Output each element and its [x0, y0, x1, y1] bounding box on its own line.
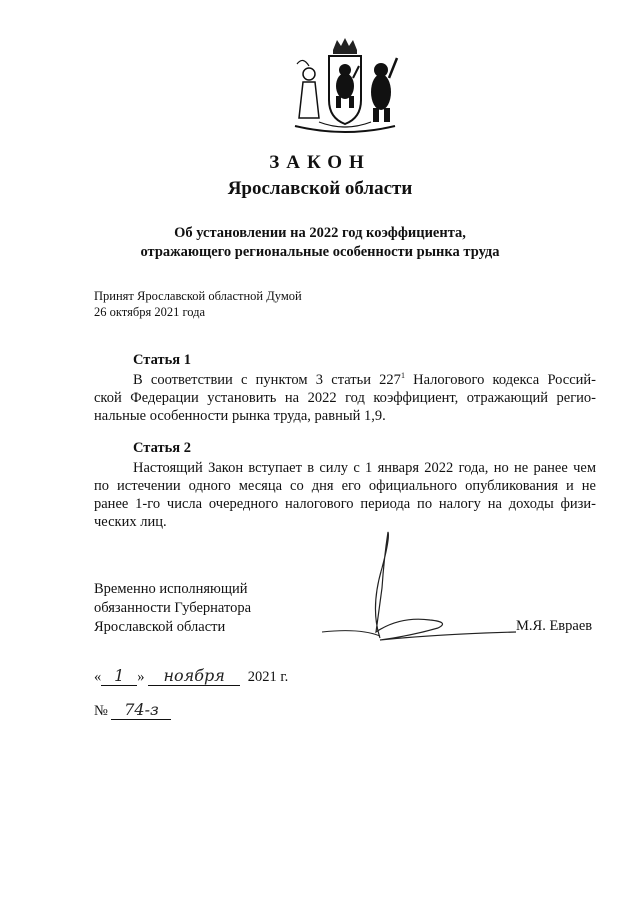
signatory-line-2: обязанности Губернатора: [94, 600, 252, 616]
date-close-quote: »: [137, 669, 145, 685]
adoption-line-2: 26 октября 2021 года: [94, 305, 206, 319]
article-1-line-3: нальные особенности рынка труда, равный 1,9.: [94, 408, 386, 424]
signing-date: [94, 666, 314, 690]
date-day: 1: [101, 666, 137, 686]
article-2-line-4: ческих лиц.: [94, 514, 167, 530]
date-year: 2021 г.: [247, 669, 289, 685]
article-2-heading: Статья 2: [133, 440, 191, 456]
coat-of-arms-emblem: [289, 38, 401, 138]
adoption-line-1: Принят Ярославской областной Думой: [94, 289, 302, 303]
signatory-name: М.Я. Евраев: [516, 618, 593, 634]
law-number: [94, 700, 214, 740]
signatory-title: [94, 580, 251, 637]
signatory-line-3: Ярославской области: [94, 619, 226, 635]
signatory-line-1: Временно исполняющий: [94, 581, 248, 597]
number-prefix: №: [94, 703, 108, 719]
subject-line-1: Об установлении на 2022 год коэффициента,: [174, 225, 466, 241]
date-month: ноября: [148, 666, 240, 686]
article-2-line-3: ранее 1-го числа очередного налогового периода по налогу на доходы физи-: [94, 496, 596, 512]
article-1-heading: Статья 1: [133, 352, 191, 368]
article-2-line-1: Настоящий Закон вступает в силу с 1 января 2022 года, но не ранее чем: [133, 460, 596, 476]
date-open-quote: «: [94, 669, 102, 685]
number-value: 74-з: [111, 700, 171, 720]
region-title: Ярославской области: [227, 178, 413, 199]
article-2-line-2: по истечении одного месяца со дня его официального опубликования и не: [94, 478, 596, 494]
law-title: ЗАКОН: [269, 152, 371, 173]
subject-line-2: отражающего региональные особенности рынка труда: [140, 244, 500, 260]
article-2-text: [94, 459, 596, 531]
handwritten-signature: [320, 528, 520, 648]
article-1-line-2: ской Федерации установить на 2022 год коэффициент, отражающий регио-: [94, 390, 596, 406]
article-1-text: [94, 371, 596, 425]
article-1-line-1: В соответствии с пунктом 3 статьи $227^1$ Налогового кодекса Россий-: [133, 371, 596, 388]
